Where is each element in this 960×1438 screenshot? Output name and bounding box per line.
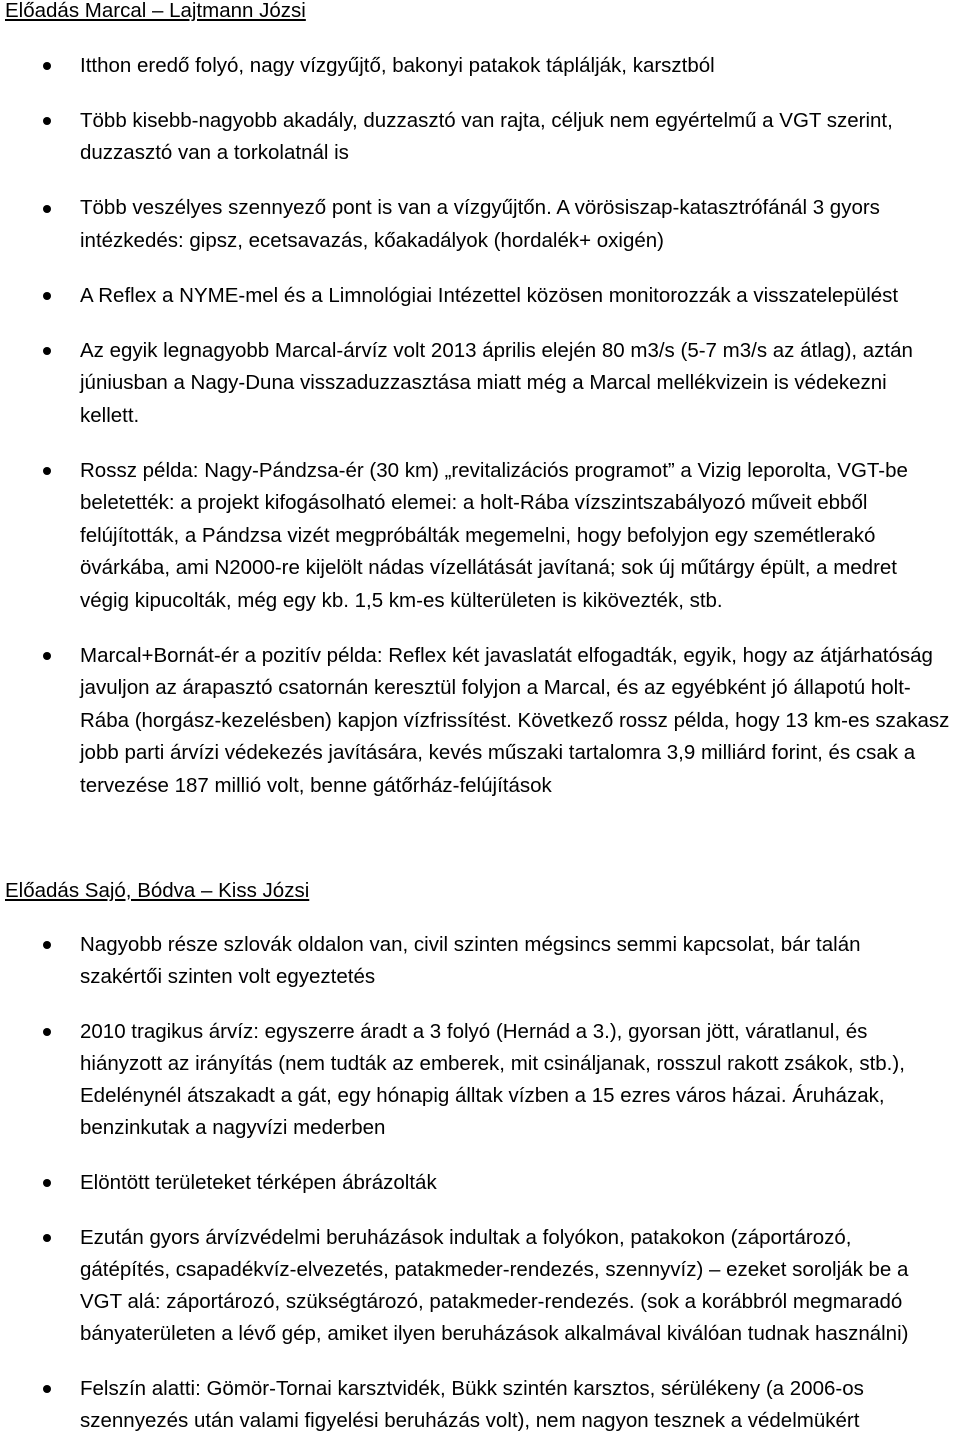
bullet-icon <box>43 652 51 660</box>
bullet-list <box>0 50 960 803</box>
list-item <box>0 455 960 618</box>
list-item-line: gátépítés, csapadékvíz-elvezetés, patakmeder-rendezés, szennyvíz) – ezeket sorolják be a <box>80 1258 909 1281</box>
list-item-line: felújították, a Pándzsa vizét megpróbálták megemelni, hogy befolyjon egy szemétlerakó <box>80 523 876 547</box>
list-item <box>0 335 960 433</box>
list-item-line: Nagyobb része szlovák oldalon van, civil szinten mégsincs semmi kapcsolat, bár talán <box>80 933 861 956</box>
bullet-icon <box>43 1179 51 1187</box>
list-item-line: Ezután gyors árvízvédelmi beruházások indultak a folyókon, patakokon (záportározó, <box>80 1226 852 1249</box>
bullet-icon <box>43 941 51 949</box>
list-item-line: intézkedés: gipsz, ecetsavazás, kőakadályok (hordalék+ oxigén) <box>80 228 665 252</box>
list-item-line: benzinkutak a nagyvízi mederben <box>80 1116 386 1139</box>
list-item-line: végig kipucolták, még egy kb. 1,5 km-es külterületen is kikövezték, stb. <box>80 588 723 612</box>
list-item <box>0 1167 960 1199</box>
list-item-line: szakértői szinten volt egyeztetés <box>80 965 376 988</box>
list-item <box>0 1222 960 1350</box>
list-item-line: övárkába, ami N2000-re kijelölt nádas vízellátását javítaná; sok új műtárgy épült, a medret <box>80 556 897 580</box>
section-sajo-bodva <box>0 880 960 1437</box>
list-item-line: tervezése 187 millió volt, benne gátőrház-felújítások <box>80 773 552 797</box>
list-item-line: beletették: a projekt kifogásolható elemei: a holt-Rába vízszintszabályozó műveit ebből <box>80 491 868 515</box>
bullet-icon <box>43 467 51 475</box>
list-item-line: szennyezés után valami figyelési beruházás volt), nem nagyon tesznek a védelmükért <box>80 1409 860 1432</box>
bullet-icon <box>43 1028 51 1036</box>
bullet-list <box>0 929 960 1437</box>
section-heading: Előadás Marcal – Lajtmann Józsi <box>5 0 306 22</box>
list-item <box>0 280 960 313</box>
list-item-line: duzzasztó van a torkolatnál is <box>80 141 349 165</box>
list-item-line: A Reflex a NYME-mel és a Limnológiai Intézettel közösen monitorozzák a visszatelepülést <box>80 283 899 307</box>
list-item-line: 2010 tragikus árvíz: egyszerre áradt a 3 folyó (Hernád a 3.), gyorsan jött, váratlanul, és <box>80 1020 868 1043</box>
list-item-line: Marcal+Bornát-ér a pozitív példa: Reflex két javaslatát elfogadták, egyik, hogy az átjárhatóság <box>80 643 933 667</box>
list-item-line: júniusban a Nagy-Duna visszaduzzasztása miatt még a Marcal mellékvizein is védekezni <box>80 371 887 395</box>
list-item <box>0 640 960 803</box>
list-item <box>0 1016 960 1144</box>
list-item-line: hiányzott az irányítás (nem tudták az emberek, mit csináljanak, rosszul rakott zsákok, stb.), <box>80 1052 905 1075</box>
list-item-line: Több kisebb-nagyobb akadály, duzzasztó van rajta, céljuk nem egyértelmű a VGT szerint, <box>80 108 893 132</box>
list-item-line: VGT alá: záportározó, szükségtározó, patakmeder-rendezés. (sok a korábbról megmaradó <box>80 1290 903 1313</box>
bullet-icon <box>43 1234 51 1242</box>
list-item <box>0 50 960 83</box>
list-item <box>0 929 960 993</box>
list-item-line: Itthon eredő folyó, nagy vízgyűjtő, bakonyi patakok táplálják, karsztból <box>80 53 715 77</box>
list-item <box>0 105 960 170</box>
bullet-icon <box>43 292 51 300</box>
list-item-line: Elöntött területeket térképen ábrázolták <box>80 1171 437 1194</box>
list-item-line: javuljon az árapasztó csatornán keresztül folyjon a Marcal, és az egyébként jó állapotú holt- <box>80 676 911 700</box>
list-item-line: bányaterületen a lévő gép, amiket ilyen beruházások alkalmával kiválóan tudnak használni) <box>80 1322 909 1345</box>
list-item-line: Rába (horgász-kezelésben) kapjon vízfrissítést. Következő rossz példa, hogy 13 km-es szakasz <box>80 708 950 732</box>
bullet-icon <box>43 205 51 213</box>
bullet-icon <box>43 117 51 125</box>
list-item <box>0 1373 960 1437</box>
list-item-line: Felszín alatti: Gömör-Tornai karsztvidék, Bükk szintén karsztos, sérülékeny (a 2006-os <box>80 1377 864 1400</box>
bullet-icon <box>43 1385 51 1393</box>
section-heading: Előadás Sajó, Bódva – Kiss Józsi <box>5 879 310 902</box>
list-item-line: Az egyik legnagyobb Marcal-árvíz volt 2013 április elején 80 m3/s (5-7 m3/s az átlag), aztán <box>80 338 913 362</box>
bullet-icon <box>43 62 51 70</box>
list-item-line: Több veszélyes szennyező pont is van a vízgyűjtőn. A vörösiszap-katasztrófánál 3 gyors <box>80 196 880 220</box>
list-item-line: kellett. <box>80 403 140 427</box>
list-item-line: Rossz példa: Nagy-Pándzsa-ér (30 km) „revitalizációs programot” a Vizig leporolta, VGT-be <box>80 458 908 482</box>
list-item <box>0 192 960 257</box>
list-item-line: jobb parti árvízi védekezés javítására, kevés műszaki tartalomra 3,9 milliárd forint, és csak a <box>80 741 916 765</box>
bullet-icon <box>43 347 51 355</box>
list-item-line: Edelénynél átszakadt a gát, egy hónapig álltak vízben a 15 ezres város házai. Áruházak, <box>80 1084 885 1107</box>
